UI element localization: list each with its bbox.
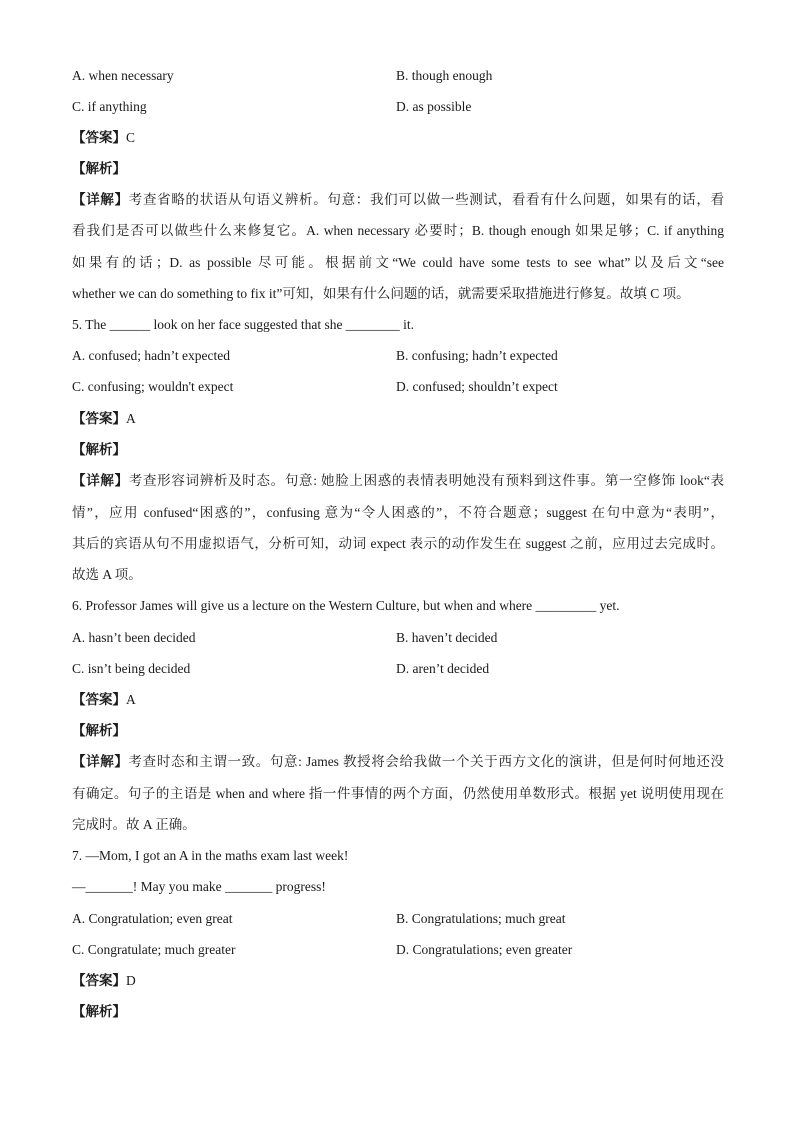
- q5-detail-line-3: 其后的宾语从句不用虚拟语气，分析可知，动词 expect 表示的动作发生在 suggest 之前，应用过去完成时。: [72, 536, 724, 551]
- q4-option-b: B. though enough: [396, 68, 493, 83]
- q7-stem-line-2: —_______! May you make _______ progress!: [72, 879, 326, 894]
- q6-option-c: C. isn’t being decided: [72, 661, 191, 676]
- q4-analysis-label: 【解析】: [72, 161, 126, 176]
- q5-option-a: A. confused; hadn’t expected: [72, 348, 230, 363]
- q6-option-a: A. hasn’t been decided: [72, 630, 196, 645]
- q6-detail-line-1: 【详解】考查时态和主谓一致。句意: James 教授将会给我做一个关于西方文化的演讲，但是何时何地还没: [72, 754, 724, 769]
- q4-option-d: D. as possible: [396, 99, 472, 114]
- q7-analysis-label: 【解析】: [72, 1004, 126, 1019]
- q7-option-b: B. Congratulations; much great: [396, 911, 566, 926]
- q5-analysis-label: 【解析】: [72, 442, 126, 457]
- q6-analysis-label: 【解析】: [72, 723, 126, 738]
- answer-value: A: [126, 692, 136, 707]
- q4-detail-line-3: 如果有的话；D. as possible 尽可能。根据前文“We could have some tests to see what”以及后文“see: [72, 255, 724, 270]
- q7-option-d: D. Congratulations; even greater: [396, 942, 573, 957]
- answer-label: 【答案】: [72, 130, 126, 145]
- q4-detail-line-1: 【详解】考查省略的状语从句语义辨析。句意：我们可以做一些测试，看看有什么问题，如果有的话，看: [72, 192, 725, 207]
- q5-option-b: B. confusing; hadn’t expected: [396, 348, 558, 363]
- answer-label: 【答案】: [72, 973, 126, 988]
- q5-stem: 5. The ______ look on her face suggested that she ________ it.: [72, 317, 415, 332]
- q5-option-d: D. confused; shouldn’t expect: [396, 379, 558, 394]
- q7-option-c: C. Congratulate; much greater: [72, 942, 236, 957]
- q7-option-a: A. Congratulation; even great: [72, 911, 233, 926]
- q5-detail-line-4: 故选 A 项。: [72, 567, 142, 582]
- q4-detail-line-2: 看我们是否可以做些什么来修复它。A. when necessary 必要时；B. though enough 如果足够；C. if anything: [72, 223, 724, 238]
- answer-value: A: [126, 411, 136, 426]
- q4-option-c: C. if anything: [72, 99, 147, 114]
- q5-answer: [72, 409, 724, 429]
- detail-label: 【详解】: [72, 754, 129, 769]
- q6-answer: [72, 690, 724, 710]
- q4-answer: [72, 128, 724, 148]
- answer-label: 【答案】: [72, 692, 126, 707]
- q6-option-b: B. haven’t decided: [396, 630, 498, 645]
- q7-answer: [72, 971, 724, 991]
- q6-option-d: D. aren’t decided: [396, 661, 490, 676]
- q4-option-a: A. when necessary: [72, 68, 174, 83]
- q5-detail-line-1: 【详解】考查形容词辨析及时态。句意: 她脸上困惑的表情表明她没有预料到这件事。第一空修饰 look“表: [72, 473, 725, 488]
- answer-label: 【答案】: [72, 411, 126, 426]
- answer-value: D: [126, 973, 136, 988]
- q6-stem: 6. Professor James will give us a lecture on the Western Culture, but when and where _________ yet.: [72, 598, 620, 613]
- q5-option-c: C. confusing; wouldn't expect: [72, 379, 234, 394]
- q7-stem-line-1: 7. —Mom, I got an A in the maths exam last week!: [72, 848, 349, 863]
- detail-label: 【详解】: [72, 192, 129, 207]
- answer-value: C: [126, 130, 136, 145]
- q5-detail-line-2: 情”，应用 confused“困惑的”，confusing 意为“令人困惑的”，不符合题意；suggest 在句中意为“表明”，: [72, 505, 724, 520]
- detail-label: 【详解】: [72, 473, 129, 488]
- q6-detail-line-2: 有确定。句子的主语是 when and where 指一件事情的两个方面，仍然使用单数形式。根据 yet 说明使用现在: [72, 786, 724, 801]
- q4-detail-line-4: whether we can do something to fix it”可知，如果有什么问题的话，就需要采取措施进行修复。故填 C 项。: [72, 286, 690, 301]
- q6-detail-line-3: 完成时。故 A 正确。: [72, 817, 196, 832]
